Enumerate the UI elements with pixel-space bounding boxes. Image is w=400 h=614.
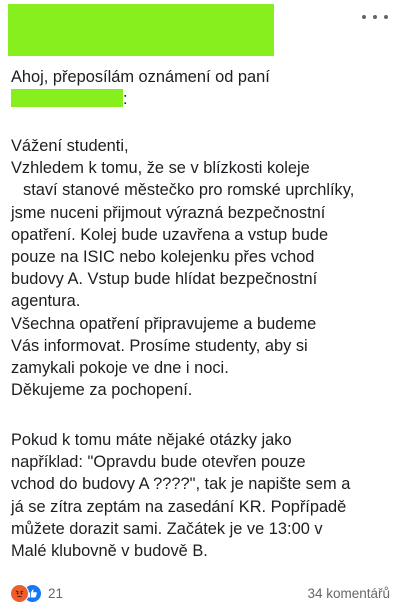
question-line: můžete dorazit sami. Začátek je ve 13:00 v (11, 519, 323, 538)
announcement-line: opatření. Kolej bude uzavřena a vstup bude (11, 225, 329, 244)
question-line: vchod do budovy A ????", tak je napište sem a (11, 475, 351, 494)
announcement-line: pouze na ISIC nebo kolejenku přes vchod (11, 247, 315, 266)
announcement-line: zamykali pokoje ve dne i noci. (11, 358, 229, 377)
more-options-icon[interactable] (362, 10, 388, 24)
post-footer (0, 578, 400, 610)
question-line: já se zítra zeptám na zasedání KR. Popřípadě (11, 497, 347, 516)
comment-count-link[interactable]: 34 komentářů (307, 586, 390, 601)
redacted-author-block (8, 4, 274, 56)
reactions-summary[interactable] (10, 584, 63, 603)
intro-line-redacted (11, 88, 395, 110)
post-announcement (11, 135, 395, 401)
angry-reaction-icon (10, 584, 29, 603)
redacted-name-block (11, 89, 123, 107)
menu-dot (384, 15, 388, 19)
menu-dot (373, 15, 377, 19)
post-question-note (11, 429, 395, 562)
announcement-line: jsme nuceni přijmout výrazná bezpečnostní (11, 203, 326, 222)
announcement-line: Vás informovat. Prosíme studenty, aby si (11, 336, 308, 355)
announcement-line: budovy A. Vstup bude hlídat bezpečnostní (11, 270, 318, 289)
menu-dot (362, 15, 366, 19)
announcement-line: Všechna opatření připravujeme a budeme (11, 314, 317, 333)
intro-line: Ahoj, přeposílám oznámení od paní (11, 68, 270, 86)
reaction-count: 21 (48, 586, 64, 601)
post-intro (11, 66, 395, 110)
announcement-line: Vážení studenti, (11, 137, 129, 155)
announcement-line: Děkujeme za pochopení. (11, 381, 193, 400)
question-line: Pokud k tomu máte nějaké otázky jako (11, 431, 292, 449)
announcement-line: Vzhledem k tomu, že se v blízkosti koleje (11, 159, 310, 178)
question-line: například: "Opravdu bude otevřen pouze (11, 453, 306, 472)
intro-colon: : (123, 90, 128, 109)
announcement-line: agentura. (11, 292, 81, 311)
announcement-line: staví stanové městečko pro romské uprchlíky, (23, 181, 355, 200)
question-line: Malé klubovně v budově B. (11, 541, 208, 560)
